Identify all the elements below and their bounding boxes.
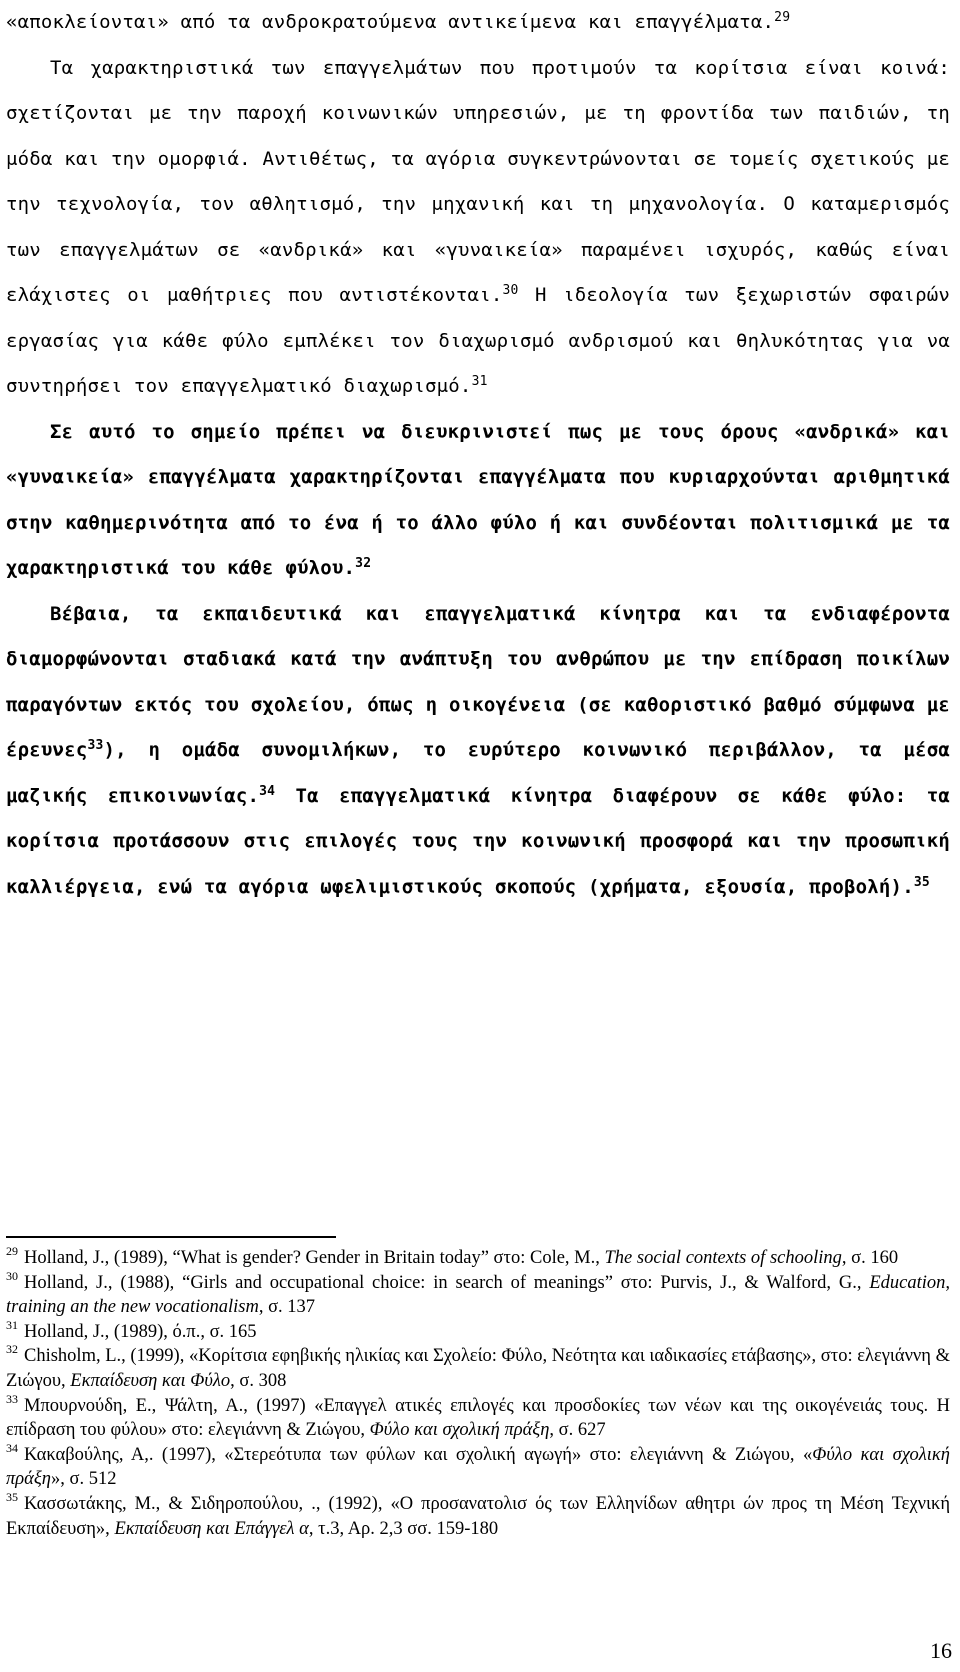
footnote-ref-34[interactable]: 34: [259, 783, 276, 799]
footnote-31: $^{31}$ Holland, J., (1989), ό.π., σ. 165: [6, 1317, 257, 1342]
footnote-ref-30[interactable]: 30: [502, 283, 519, 298]
footnote-29: $^{29}$ Holland, J., (1989), “What is gender? Gender in Britain today” στο: Cole, M., The social contexts of schooling, σ. 160: [6, 1244, 899, 1268]
footnote-32: $^{32}$ Chisholm, L., (1999), «Κορίτσια εφηβικής ηλικίας και Σχολείο: Φύλο, Νεότητα και ιαδικασίες ετάβασης», στο: ελεγιάννη & Ζιώγου, Εκπαίδευση και Φύλο, σ. 308: [6, 1342, 950, 1391]
footnotes-section: [6, 1246, 950, 1541]
footnote-34: $^{34}$ Κακαβούλης, Α,. (1997), «Στερεότυπα των φύλων και σχολική αγωγή» στο: ελεγιάννη & Ζιώγου, «Φύλο και σχολική πράξη», σ. 512: [6, 1440, 950, 1490]
body-text: [6, 0, 950, 910]
footnote-ref-32[interactable]: 32: [355, 556, 372, 571]
footnote-33: $^{33}$ Μπουρνούδη, Ε., Ψάλτη, Α., (1997) «Επαγγελ ατικές επιλογές και προσδοκίες των νέων και της οικογένειάς τους. Η επίδραση του φύλου» στο: ελεγιάννη & Ζιώγου, Φύλο και σχολική πράξη, σ. 627: [6, 1391, 950, 1441]
footnote-ref-33[interactable]: 33: [87, 738, 104, 753]
footnote-ref-31[interactable]: 31: [471, 374, 488, 389]
footnote-ref-35[interactable]: 35: [913, 874, 930, 890]
footnote-35: $^{35}$ Κασσωτάκης, Μ., & Σιδηροπούλου, ., (1992), «Ο προσανατολισ ός των Ελληνίδων αθητρι ών προς τη Μέση Τεχνική Εκπαίδευση», Εκπαίδευση και Επάγγελ α, τ.3, Αρ. 2,3 σσ. 159-180: [6, 1489, 950, 1539]
footnote-30: $^{30}$ Holland, J., (1988), “Girls and occupational choice: in search of meanings” στο: Purvis, J., & Walford, G., Education, training an the new vocationalism, σ. 137: [6, 1268, 950, 1318]
paragraph-2: Τα χαρακτηριστικά των επαγγελμάτων που προτιμούν τα κορίτσια είναι κοινά: σχετίζονται με την παροχή κοινωνικών υπηρεσιών, με τη φροντίδα των παιδιών, τη μόδα και την ομορφιά. Αντιθέτως, τα αγόρια συγκεντρώνονται σε τομείς σχετικούς με την τεχνολογία, τον αθλητισμό, την μηχανική και τη μηχανολογία. Ο καταμερισμός των επαγγελμάτων σε «ανδρικά» και «γυναικεία» παραμένει ισχυρός, καθώς είναι ελάχιστες οι μαθήτριες που αντιστέκονται.$^{30}$ Η ιδεολογία των ξεχωριστών σφαιρών εργασίας για κάθε φύλο εμπλέκει τον διαχωρισμό ανδρισμού και θηλυκότητας για να συντηρήσει τον επαγγελματικό διαχωρισμό.$^{31}$: [6, 56, 950, 397]
footnote-separator: [6, 1236, 336, 1238]
footnote-ref-29[interactable]: 29: [774, 10, 791, 25]
paragraph-1: «αποκλείονται» από τα ανδροκρατούμενα αντικείμενα και επαγγέλματα.$^{29}$: [6, 10, 791, 33]
paragraph-4: Βέβαια, τα εκπαιδευτικά και επαγγελματικά κίνητρα και τα ενδιαφέροντα διαμορφώνονται σταδιακά κατά την ανάπτυξη του ανθρώπου με την επίδραση ποικίλων παραγόντων εκτός του σχολείου, όπως η οικογένεια (σε καθοριστικό βαθμό σύμφωνα με έρευνες$^{33}$), η ομάδα συνομιλήκων, το ευρύτερο κοινωνικό περιβάλλον, τα μέσα μαζικής επικοινωνίας.$^{34}$ Τα επαγγελματικά κίνητρα διαφέρουν σε κάθε φύλο: τα κορίτσια προτάσσουν στις επιλογές τους την κοινωνική προσφορά και την προσωπική καλλιέργεια, ενώ τα αγόρια ωφελιμιστικούς σκοπούς (χρήματα, εξουσία, προβολή).$^{35}$: [6, 602, 950, 898]
page-number: 16: [930, 1638, 952, 1663]
paragraph-3: Σε αυτό το σημείο πρέπει να διευκρινιστεί πως με τους όρους «ανδρικά» και «γυναικεία» επαγγέλματα χαρακτηρίζονται επαγγέλματα που κυριαρχούνται αριθμητικά στην καθημερινότητα από το ένα ή το άλλο φύλο ή και συνδέονται πολιτισμικά με τα χαρακτηριστικά του κάθε φύλου.$^{32}$: [6, 420, 950, 579]
